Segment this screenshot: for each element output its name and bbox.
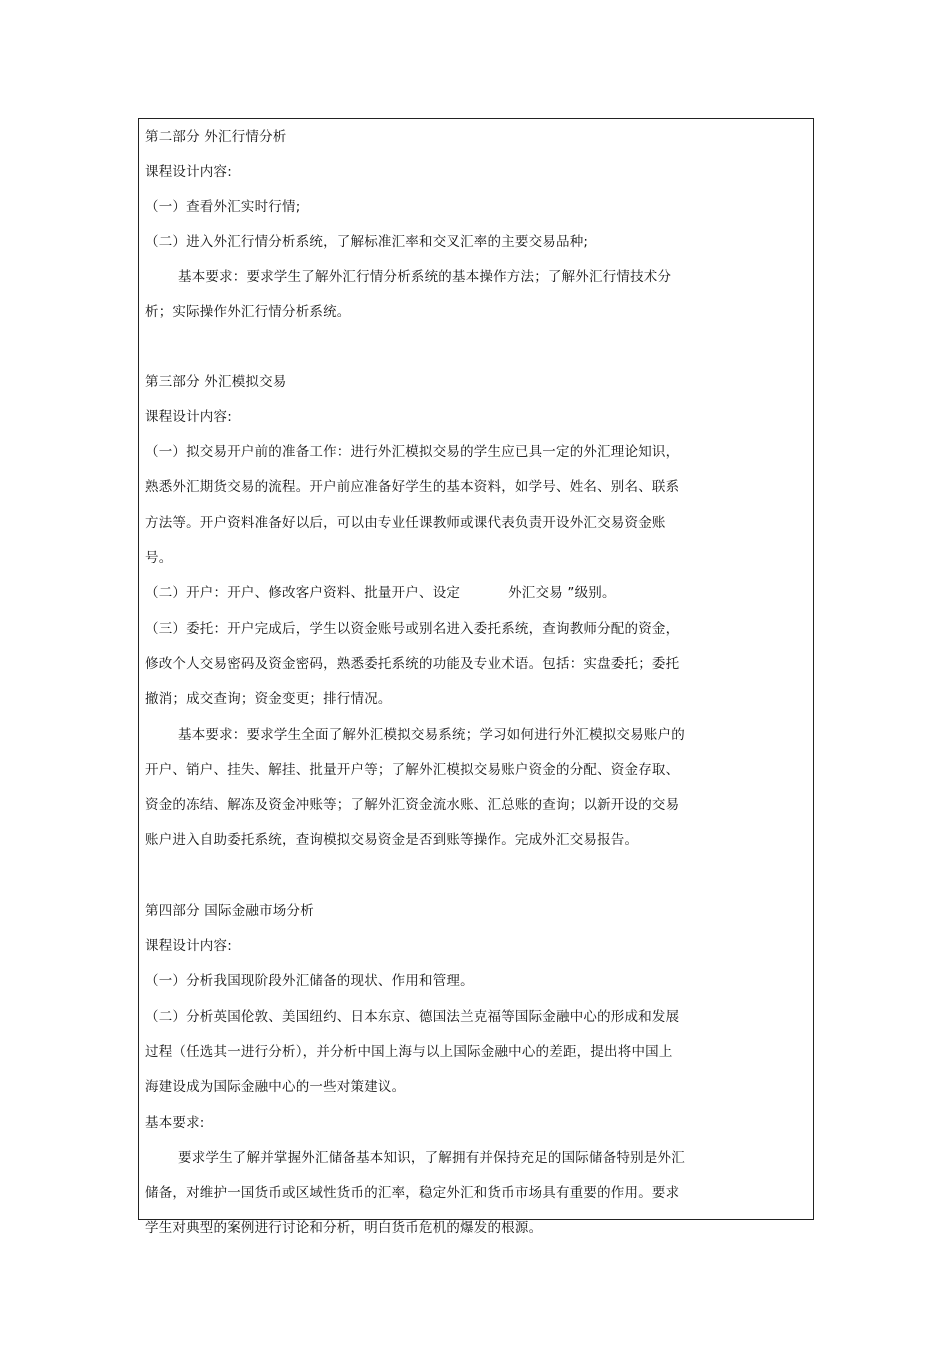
part3-content-label: 课程设计内容: bbox=[145, 409, 232, 425]
part3-item2-part-b: 外汇交易 ”级别。 bbox=[508, 585, 616, 601]
part3-item1-line-4: 号。 bbox=[145, 550, 173, 566]
part3-item3-line-3: 撤消；成交查询；资金变更；排行情况。 bbox=[145, 691, 392, 707]
part4-requirement-line-1: 要求学生了解并掌握外汇储备基本知识，了解拥有并保持充足的国际储备特别是外汇 bbox=[178, 1150, 685, 1166]
part3-requirement-line-2: 开户、销户、挂失、解挂、批量开户等；了解外汇模拟交易账户资金的分配、资金存取、 bbox=[145, 762, 680, 778]
part2-requirement-line-2: 析；实际操作外汇行情分析系统。 bbox=[145, 304, 351, 320]
part3-title: 第三部分 外汇模拟交易 bbox=[145, 374, 287, 390]
part2-requirement-line-1: 基本要求：要求学生了解外汇行情分析系统的基本操作方法；了解外汇行情技术分 bbox=[178, 269, 672, 285]
part2-item-1: （一）查看外汇实时行情; bbox=[145, 199, 301, 215]
part4-title: 第四部分 国际金融市场分析 bbox=[145, 903, 314, 919]
part4-requirement-line-2: 储备，对维护一国货币或区域性货币的汇率，稳定外汇和货币市场具有重要的作用。要求 bbox=[145, 1185, 680, 1201]
part4-item1: （一）分析我国现阶段外汇储备的现状、作用和管理。 bbox=[145, 973, 474, 989]
part4-content-label: 课程设计内容: bbox=[145, 938, 232, 954]
part4-requirement-line-3: 学生对典型的案例进行讨论和分析，明白货币危机的爆发的根源。 bbox=[145, 1220, 543, 1236]
part4-item2-line-1: （二）分析英国伦敦、美国纽约、日本东京、德国法兰克福等国际金融中心的形成和发展 bbox=[145, 1009, 680, 1025]
part3-item1-line-1: （一）拟交易开户前的准备工作：进行外汇模拟交易的学生应已具一定的外汇理论知识， bbox=[145, 444, 680, 460]
part3-item1-line-2: 熟悉外汇期货交易的流程。开户前应准备好学生的基本资料，如学号、姓名、别名、联系 bbox=[145, 479, 680, 495]
part4-item2-line-2: 过程（任选其一进行分析），并分析中国上海与以上国际金融中心的差距，提出将中国上 bbox=[145, 1044, 673, 1060]
part3-item1-line-3: 方法等。开户资料准备好以后，可以由专业任课教师或课代表负责开设外汇交易资金账 bbox=[145, 515, 666, 531]
part2-title: 第二部分 外汇行情分析 bbox=[145, 129, 287, 145]
part3-item3-line-1: （三）委托：开户完成后，学生以资金账号或别名进入委托系统，查询教师分配的资金， bbox=[145, 621, 680, 637]
part4-requirement-label: 基本要求: bbox=[145, 1115, 205, 1131]
part3-item3-line-2: 修改个人交易密码及资金密码，熟悉委托系统的功能及专业术语。包括：实盘委托；委托 bbox=[145, 656, 680, 672]
part4-item2-line-3: 海建设成为国际金融中心的一些对策建议。 bbox=[145, 1079, 406, 1095]
part3-requirement-line-4: 账户进入自助委托系统，查询模拟交易资金是否到账等操作。完成外汇交易报告。 bbox=[145, 832, 639, 848]
part3-requirement-line-3: 资金的冻结、解冻及资金冲账等；了解外汇资金流水账、汇总账的查询；以新开设的交易 bbox=[145, 797, 680, 813]
part3-requirement-line-1: 基本要求：要求学生全面了解外汇模拟交易系统；学习如何进行外汇模拟交易账户的 bbox=[178, 727, 685, 743]
part2-content-label: 课程设计内容: bbox=[145, 164, 232, 180]
part3-item2 bbox=[145, 584, 616, 602]
part3-item2-part-a: （二）开户：开户、修改客户资料、批量开户、设定 bbox=[145, 585, 461, 601]
part2-item-2: （二）进入外汇行情分析系统，了解标准汇率和交叉汇率的主要交易品种; bbox=[145, 234, 589, 250]
